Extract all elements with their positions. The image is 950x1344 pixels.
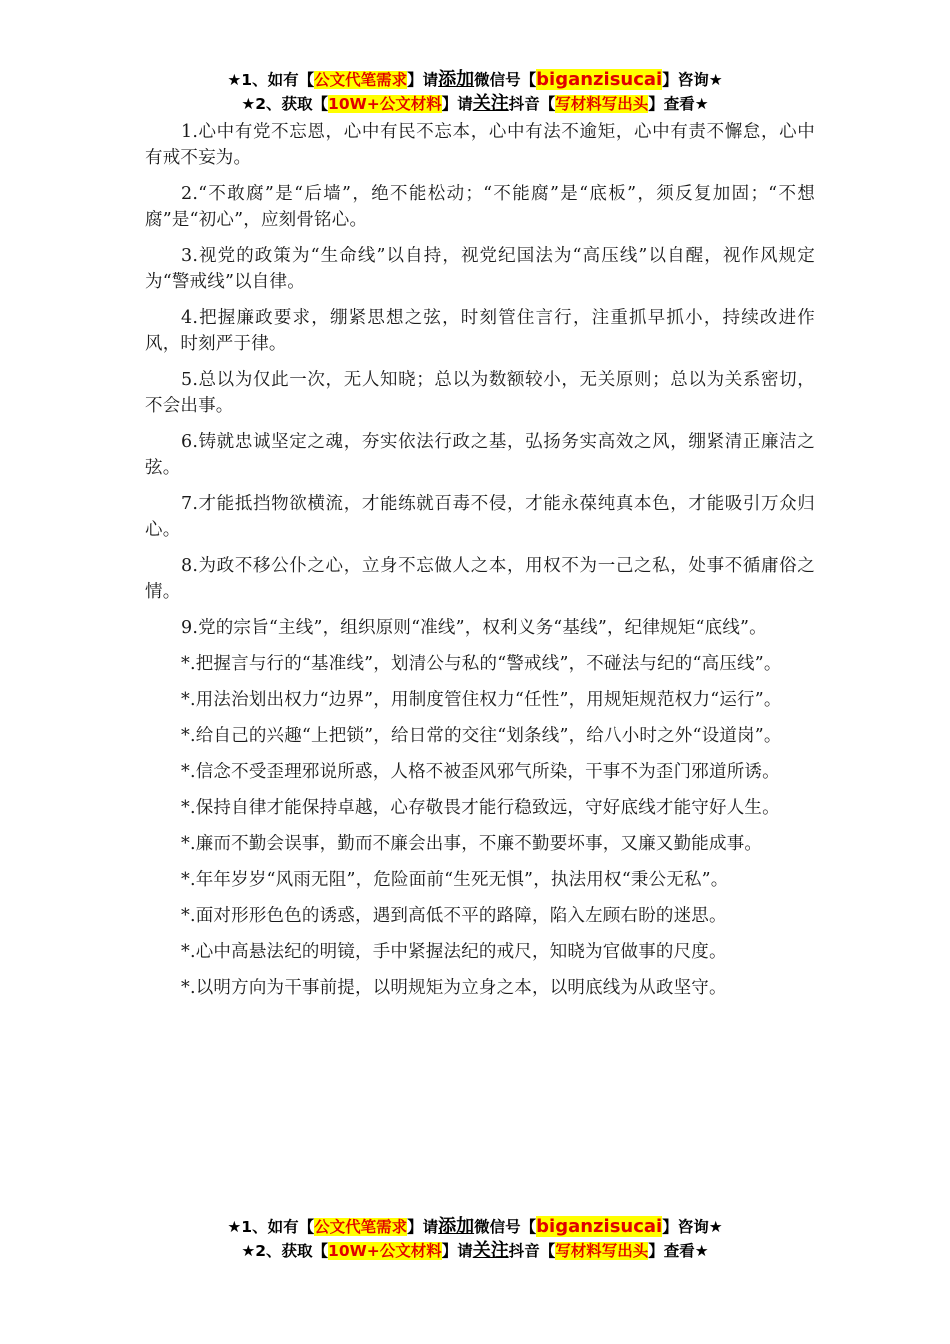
banner-text: 2、获取【 — [255, 1242, 329, 1260]
highlight-douyin-account: 写材料写出头 — [555, 1242, 649, 1260]
star-icon: ★ — [227, 1218, 242, 1236]
paragraph: 7.才能抵挡物欲横流，才能练就百毒不侵，才能永葆纯真本色，才能吸引万众归心。 — [145, 494, 815, 540]
highlight-wechat-id: biganzisucai — [536, 69, 663, 90]
banner-text: 】查看★ — [648, 1242, 709, 1260]
highlight-douyin-account: 写材料写出头 — [555, 95, 649, 113]
banner-text: 抖音【 — [508, 95, 556, 113]
banner-text: 1、如有【 — [241, 71, 315, 89]
paragraph: 8.为政不移公仆之心，立身不忘做人之本，用权不为一己之私，处事不循庸俗之情。 — [145, 556, 815, 602]
banner-text: 】请 — [441, 1242, 473, 1260]
banner-text: 】咨询★ — [662, 1218, 723, 1236]
banner-text: 2、获取【 — [255, 95, 329, 113]
banner-text: 抖音【 — [508, 1242, 556, 1260]
paragraph: 1.心中有党不忘恩，心中有民不忘本，心中有法不逾矩，心中有责不懈怠，心中有戒不妄为。 — [145, 122, 815, 168]
paragraph: 5.总以为仅此一次，无人知晓；总以为数额较小，无关原则；总以为关系密切，不会出事。 — [145, 370, 815, 416]
footer-banner — [0, 1215, 950, 1263]
highlight-wechat-id: biganzisucai — [536, 1216, 663, 1237]
star-icon: ★ — [241, 1242, 256, 1260]
emphasis-text: 关注 — [472, 93, 509, 114]
emphasis-text: 添加 — [438, 1216, 475, 1237]
paragraph: *.保持自律才能保持卓越，心存敬畏才能行稳致远，守好底线才能守好人生。 — [181, 798, 780, 818]
highlight-materials: 10W+公文材料 — [328, 1242, 442, 1260]
paragraph: 9.党的宗旨“主线”，组织原则“准线”，权利义务“基线”，纪律规矩“底线”。 — [181, 618, 767, 638]
highlight-service: 公文代笔需求 — [314, 71, 408, 89]
highlight-materials: 10W+公文材料 — [328, 95, 442, 113]
document-body — [145, 119, 815, 1011]
star-icon: ★ — [241, 95, 256, 113]
banner-line-2 — [0, 1239, 950, 1263]
banner-text: 微信号【 — [474, 1218, 537, 1236]
emphasis-text: 添加 — [438, 69, 475, 90]
banner-text: 】请 — [407, 71, 439, 89]
paragraph: *.信念不受歪理邪说所惑，人格不被歪风邪气所染，干事不为歪门邪道所诱。 — [181, 762, 780, 782]
banner-text: 】咨询★ — [662, 71, 723, 89]
paragraph: 6.铸就忠诚坚定之魂，夯实依法行政之基，弘扬务实高效之风，绷紧清正廉洁之弦。 — [145, 432, 815, 478]
paragraph: *.用法治划出权力“边界”，用制度管住权力“任性”，用规矩规范权力“运行”。 — [181, 690, 782, 710]
banner-text: 】请 — [407, 1218, 439, 1236]
paragraph: *.心中高悬法纪的明镜，手中紧握法纪的戒尺，知晓为官做事的尺度。 — [181, 942, 727, 962]
banner-text: 】请 — [441, 95, 473, 113]
banner-text: 】查看★ — [648, 95, 709, 113]
paragraph: *.以明方向为干事前提，以明规矩为立身之本，以明底线为从政坚守。 — [181, 978, 727, 998]
paragraph: *.给自己的兴趣“上把锁”，给日常的交往“划条线”，给八小时之外“设道岗”。 — [181, 726, 782, 746]
paragraph: 4.把握廉政要求，绷紧思想之弦，时刻管住言行，注重抓早抓小，持续改进作风，时刻严于律。 — [145, 308, 815, 354]
paragraph: *.廉而不勤会误事，勤而不廉会出事，不廉不勤要坏事，又廉又勤能成事。 — [181, 834, 763, 854]
star-icon: ★ — [227, 71, 242, 89]
paragraph: *.年年岁岁“风雨无阻”，危险面前“生死无惧”，执法用权“秉公无私”。 — [181, 870, 729, 890]
paragraph: *.面对形形色色的诱惑，遇到高低不平的路障，陷入左顾右盼的迷思。 — [181, 906, 727, 926]
paragraph: *.把握言与行的“基准线”，划清公与私的“警戒线”，不碰法与纪的“高压线”。 — [181, 654, 782, 674]
banner-text: 1、如有【 — [241, 1218, 315, 1236]
emphasis-text: 关注 — [472, 1240, 509, 1261]
highlight-service: 公文代笔需求 — [314, 1218, 408, 1236]
paragraph: 2.“不敢腐”是“后墙”，绝不能松动；“不能腐”是“底板”，须反复加固；“不想腐”是“初心”，应刻骨铭心。 — [145, 184, 815, 230]
paragraph: 3.视党的政策为“生命线”以自持，视党纪国法为“高压线”以自醒，视作风规定为“警戒线”以自律。 — [145, 246, 815, 292]
banner-text: 微信号【 — [474, 71, 537, 89]
banner-line-1 — [0, 1215, 950, 1239]
banner-line-2 — [0, 92, 950, 116]
banner-line-1 — [0, 68, 950, 92]
header-banner — [0, 68, 950, 116]
